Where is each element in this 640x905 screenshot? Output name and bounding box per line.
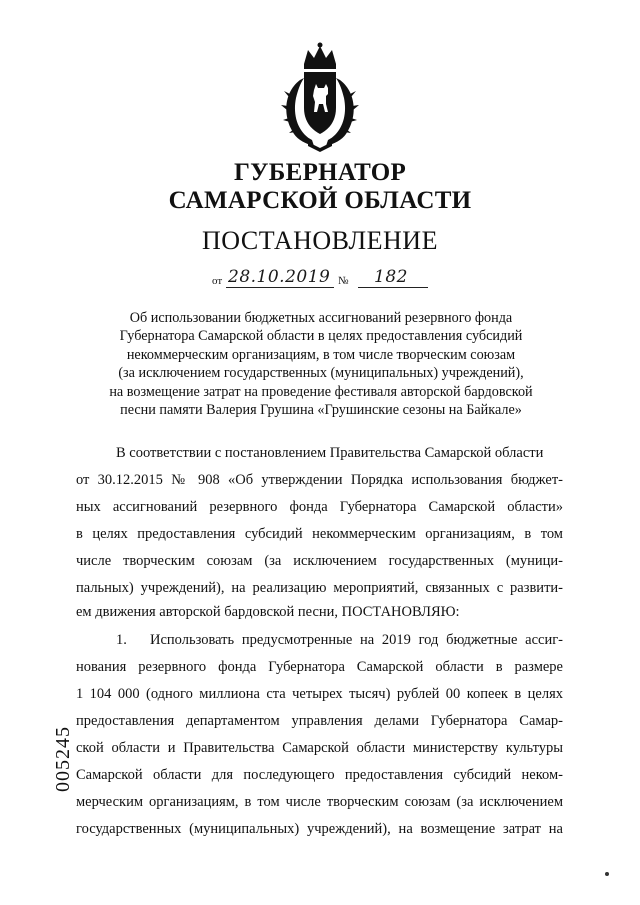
preamble-line: от 30.12.2015 № 908 «Об утверждении Порядка использования бюджет- — [76, 472, 563, 488]
preamble-line: ем движения авторской бардовской песни, ПОСТАНОВЛЯЮ: — [76, 604, 460, 620]
paragraph-number: 1. — [116, 632, 127, 648]
preamble-line: пальных) учреждений), на реализацию мероприятий, связанных с развити- — [76, 580, 563, 596]
subject-line: на возмещение затрат на проведение фестиваля авторской бардовской — [109, 383, 533, 400]
authority-title-line1: ГУБЕРНАТОР — [233, 159, 407, 186]
subject-line: Губернатора Самарской области в целях предоставления субсидий — [119, 328, 523, 345]
paragraph-line: ской области и Правительства Самарской области министерству культуры — [76, 740, 563, 756]
subject-line: некоммерческим организациям, в том числе творческим союзам — [126, 346, 516, 363]
preamble-line: ных ассигнований резервного фонда Губернатора Самарской области» — [76, 499, 563, 515]
subject-line: песни памяти Валерия Грушина «Грушинские сезоны на Байкале» — [120, 402, 522, 419]
document-number: 182 — [374, 267, 408, 287]
paragraph-line: нования резервного фонда Губернатора Самарской области в размере — [76, 659, 563, 675]
document-date: 28.10.2019 — [228, 267, 331, 287]
date-underline — [226, 287, 334, 288]
subject-line: Об использовании бюджетных ассигнований резервного фонда — [129, 310, 513, 326]
paragraph-line: государственных (муниципальных) учреждений), на возмещение затрат на — [76, 821, 563, 837]
paragraph-line: 1 104 000 (одного миллиона ста четырех тысяч) рублей 00 копеек в целях — [76, 686, 563, 702]
scan-dot — [605, 872, 609, 876]
document-type: ПОСТАНОВЛЕНИЕ — [202, 226, 438, 255]
paragraph-line: Использовать предусмотренные на 2019 год бюджетные ассиг- — [150, 632, 563, 648]
coat-of-arms-icon — [278, 42, 362, 152]
subject-line: (за исключением государственных (муниципальных) учреждений), — [118, 365, 524, 382]
registration-stamp: 005245 — [52, 726, 74, 792]
date-label: от — [212, 275, 223, 287]
preamble-line: В соответствии с постановлением Правительства Самарской области — [116, 445, 544, 461]
preamble-line: в целях предоставления субсидий некоммерческим организациям, в том — [76, 526, 563, 542]
authority-title-line2: САМАРСКОЙ ОБЛАСТИ — [168, 187, 472, 214]
paragraph-line: мерческим организациям, в том числе творческим союзам (за исключением — [76, 794, 563, 810]
document-subject — [86, 309, 556, 419]
registration-line — [212, 267, 428, 289]
number-underline — [358, 287, 428, 288]
preamble-line: числе творческим союзам (за исключением государственных (муници- — [76, 553, 563, 569]
number-label: № — [338, 275, 349, 287]
paragraph-line: предоставления департаментом управления делами Губернатора Самар- — [76, 713, 563, 729]
paragraph-line: Самарской области для последующего предоставления субсидий неком- — [76, 767, 563, 783]
